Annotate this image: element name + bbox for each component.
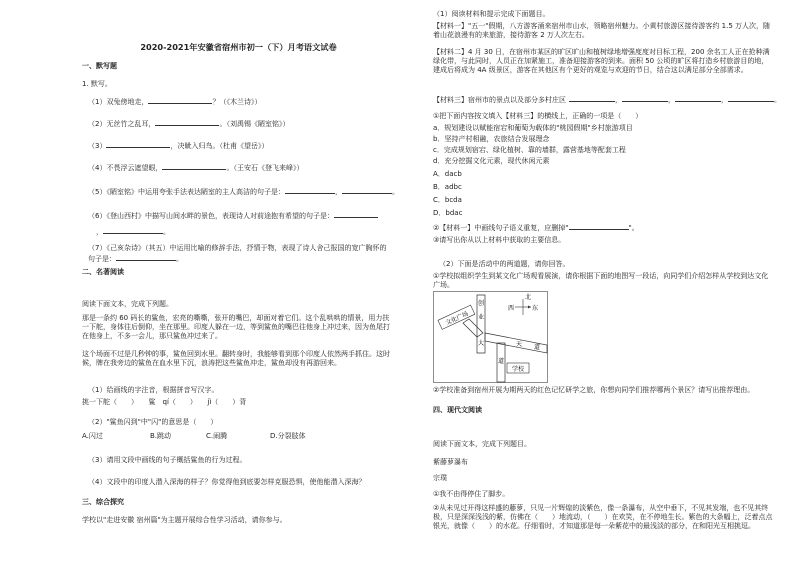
option-a[interactable]: A.闪过	[82, 432, 103, 440]
dictation-item-6-cont: ， 。	[96, 228, 170, 236]
answer-blank[interactable]	[285, 186, 335, 194]
road-label-3: 大	[477, 340, 485, 347]
option-b[interactable]: B.跳动	[150, 432, 172, 440]
question-a: ①把下面内容按文填入【材料三】的横线上，正确的一项是（ ）	[433, 112, 643, 120]
answer-blank[interactable]	[728, 94, 774, 102]
dictation-item-7: （7）《己亥杂诗》（其五）中运用比喻的修辞手法，抒情于物，表现了诗人舍己报国的宽广胸怀的句子是： 。	[88, 244, 387, 264]
compass-north: 北	[525, 294, 532, 301]
option-d[interactable]: D.分裂肢体	[270, 432, 306, 440]
answer-blank[interactable]	[162, 162, 226, 170]
answer-blank[interactable]	[116, 253, 176, 261]
section-2-heading: 二、名著阅读	[82, 268, 124, 276]
material-1: 【材料一】"五一"假期，八方游客涌来宿州市山水，领略宿州魅力。小黄村旅游区接待游客约 1.5 万人次，随着山花浪漫有的来旅游，接待游客 2 万人次左右。	[433, 22, 771, 40]
answer-blank[interactable]	[342, 186, 392, 194]
section-1-heading: 一、默写题	[82, 62, 117, 70]
road-label-4: 道	[497, 358, 505, 365]
dictation-item-6: （6）《登山西村》中描写山间水畔的景色，表现诗人对前途抱有希望的句子是：	[88, 210, 378, 221]
question-c: ③请写出你从以上材料中获取的主要信息。	[433, 236, 566, 244]
school-label: 学校	[511, 366, 525, 373]
r2-question-b: ②学校准备到宿州开展为期两天的红色记忆研学之旅，你想向同学们推荐哪两个景区？请写出推荐理由。	[433, 386, 755, 394]
passage-para-2: 这个场面不过是几秒钟的事，鲨鱼回到水里。翻转身时，我能够看到那个印度人依然两手抓住。这时候，牌在我旁边的鲨鱼在血水里下沉，浪涛把这些鲨鱼冲走，鲨鱼却没有再游回来。	[82, 350, 390, 368]
answer-blank[interactable]	[334, 210, 378, 218]
passage-para-1: 那是一条约 60 码长的鲨鱼，宏亮的嘶嘶，张开的嘴巴，却面对着它们。这个乱哄哄的情景，用力扶一下舵，身体往后倒仰，坐在那里。印度人躲在一边，等到鲨鱼的嘴巴往他身上冲过来，因为鱼尾打在他身上，不多一会儿，那只鲨鱼冲过来了。	[82, 314, 390, 341]
sub-question-1: （1）给画线的字注音，根据拼音写汉字。	[88, 386, 219, 394]
answer-blank[interactable]	[569, 222, 629, 230]
option-a[interactable]: A．dacb	[433, 170, 462, 178]
dictation-item-3: （3） ，决眦入归鸟。（杜甫《望岳》）	[88, 142, 269, 150]
answer-blank[interactable]	[148, 96, 212, 104]
essay-para-2: ②从未见过开得这样盛的藤萝，只见一片辉煌的淡紫色，像一条瀑布，从空中垂下，不见其发端，也不见其终极，只是深深浅浅的紫，仿佛在（ ）地流动，（ ）在欢笑，在不停地生长。紫色的大条幅上，泛着点点银光，就像（ ）的水花。仔细看时，才知道那是每一朵紫花中的最浅淡的部分，在和阳光互相挑逗。	[433, 504, 773, 531]
compass-east: 东	[532, 305, 539, 312]
answer-blank[interactable]	[106, 140, 170, 148]
r2-question-a: ①学校拟组织学生到某文化广场观看展演，请你根据下面的地图写一段话，向同学们介绍怎样从学校到达文化广场。	[433, 272, 769, 290]
material-2: 【材料二】4 月 30 日，在宿州市某区的旷区旷山和植树绿地增强度度对目标工程，200 余名工人正在抢种满绿化带，与此同时，人员正在加紧施工，准备迎接游客的到来。面积 50 公顷的旷区将打造乡村旅游目的地，建成后将成为 4A 级景区，游客在其他区有个更好的观览与欢迎的节日，结合这以满足部分全部需求。	[433, 48, 770, 75]
road-label-2: 业	[477, 314, 485, 321]
route-map	[433, 291, 548, 383]
essay-author: 宗璞	[433, 474, 447, 482]
r2-heading: （2）下面是活动中的两道题，请你回答。	[439, 260, 570, 268]
sub-question-2: （2）"鲨鱼闪到"中"闪"的意思是（ ）	[88, 418, 218, 426]
exam-title: 2020-2021年安徽省宿州市初一（下）月考语文试卷	[140, 42, 337, 52]
dictation-item-4: （4）不畏浮云遮望眼， 。（王安石《登飞来峰》）	[88, 164, 304, 172]
section-3-intro: 学校以"走进安徽 宿州篇"为主题开展综合性学习活动，请你参与。	[82, 516, 287, 524]
section-4-heading: 四、现代文阅读	[433, 406, 482, 414]
option-b[interactable]: B．adbc	[433, 183, 462, 191]
choice-b: b．坚持产村相融，农旅结合发展理念	[433, 135, 550, 143]
choice-d: d．充分挖掘文化元素，现代休闲元素	[433, 157, 550, 165]
essay-title: 紫藤萝瀑布	[433, 458, 468, 466]
essay-para-1: ①我不由得停住了脚步。	[433, 490, 510, 498]
answer-blank[interactable]	[675, 94, 721, 102]
material-3: 【材料三】宿州市的景点以及部分多村庄区 ， ， ， 。	[433, 96, 781, 104]
sub-question-1-blanks: 挑一下舵（ ） 鲨 qí（ ） jì（ ）背	[82, 398, 247, 406]
road-label-6: 道	[533, 344, 541, 351]
choice-a: a．规划建设以赋能宿宕和葡萄为载体的"桃园假期"乡村旅游项目	[433, 124, 633, 132]
culture-square-label: 文化广场	[444, 310, 470, 327]
sub-question-3: （3）请用文段中画线的句子概括鲨鱼的行为过程。	[88, 456, 247, 464]
answer-blank[interactable]	[622, 94, 668, 102]
q1-label: 1. 默写。	[82, 80, 112, 88]
road-label-1: 创	[477, 300, 485, 307]
dictation-item-1: （1）双兔傍地走， ？（《木兰诗》）	[88, 98, 262, 106]
dictation-item-5: （5）《陋室铭》中运用夸张手法表达陋室的主人高洁的句子是： ， 。	[88, 188, 399, 196]
left-column	[82, 0, 399, 562]
reading-intro: 阅读下面文本，完成下列题。	[82, 300, 173, 308]
question-b: ②【材料一】中画线句子语义重复，应删掉" "。	[433, 224, 639, 232]
answer-blank[interactable]	[569, 94, 615, 102]
road-label-5: 天	[515, 341, 523, 348]
section-3-heading: 三、综合探究	[82, 498, 124, 506]
option-c[interactable]: C.闹腾	[206, 432, 228, 440]
choice-c: c．完成规划宿宕、绿化植树、靠的墙群，露营基地等配套工程	[433, 146, 626, 154]
option-d[interactable]: D．bdac	[433, 209, 463, 217]
map-border	[434, 292, 548, 383]
right-column	[433, 0, 781, 562]
section-4-intro: 阅读下面文本，完成下列题目。	[433, 440, 531, 448]
r1-heading: （1）阅读材料和提示完成下面题目。	[433, 10, 550, 18]
option-c[interactable]: C．bcda	[433, 196, 462, 204]
sub-question-4: （4）文段中的印度人潜入深海的样子？你觉得他到底要怎样克服恐惧，使他能潜入深海？	[88, 478, 366, 486]
answer-blank[interactable]	[155, 118, 219, 126]
dictation-item-2: （2）无丝竹之乱耳， 。（刘禹锡《陋室铭》）	[88, 120, 290, 128]
answer-blank[interactable]	[103, 226, 163, 234]
compass-west: 西	[508, 305, 515, 312]
